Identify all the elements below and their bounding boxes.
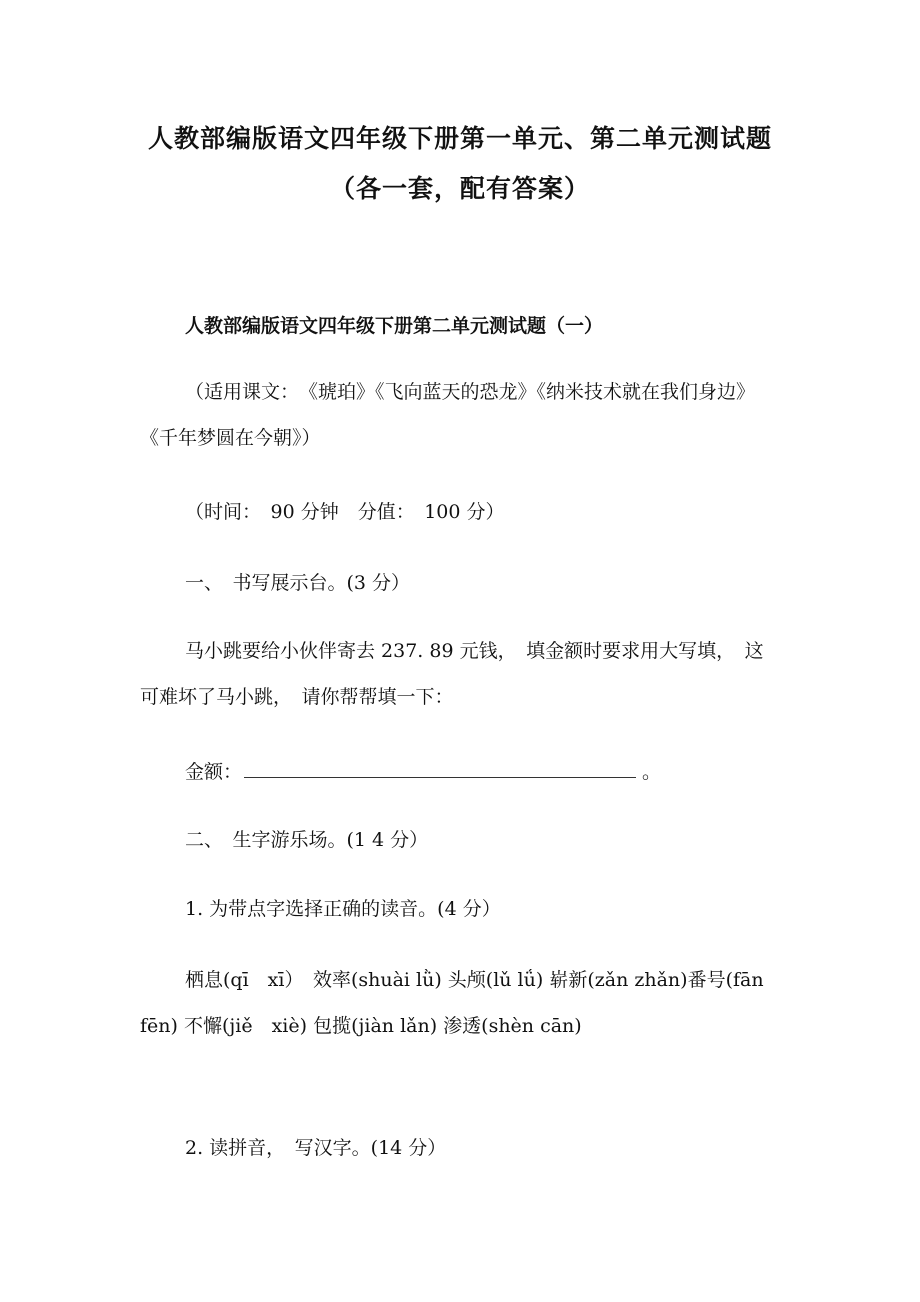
- amount-line: [185, 757, 661, 786]
- question2-heading: 2. 读拼音， 写汉字。(14 分）: [185, 1137, 447, 1159]
- section2-heading: 二、 生字游乐场。(1 4 分）: [185, 829, 429, 851]
- section1-text: 马小跳要给小伙伴寄去 237. 89 元钱， 填金额时要求用大写填， 这可难坏了马小跳， 请你帮帮填一下：: [140, 640, 764, 708]
- time-score-info: （时间： 90 分钟 分值： 100 分）: [185, 501, 505, 523]
- amount-end: 。: [642, 761, 662, 783]
- question1-text: 栖息(qī xī） 效率(shuài lǜ) 头颅(lǔ lǘ) 崭新(zǎn zhǎn)番号(fān fēn) 不懈(jiě xiè) 包揽(jiàn lǎn) 渗透(shèn cān): [140, 969, 764, 1037]
- applicable-texts: （适用课文： 《琥珀》《飞向蓝天的恐龙》《纳米技术就在我们身边》《千年梦圆在今朝》）: [140, 381, 756, 449]
- section1-heading: 一、 书写展示台。(3 分）: [185, 572, 411, 594]
- amount-label: 金额：: [185, 761, 243, 783]
- question1-heading: 1. 为带点字选择正确的读音。(4 分）: [185, 898, 501, 920]
- test-subtitle: 人教部编版语文四年级下册第二单元测试题（一）: [185, 315, 604, 337]
- document-title: 人教部编版语文四年级下册第一单元、第二单元测试题（各一套，配有答案）: [147, 124, 772, 203]
- amount-blank[interactable]: [244, 757, 636, 778]
